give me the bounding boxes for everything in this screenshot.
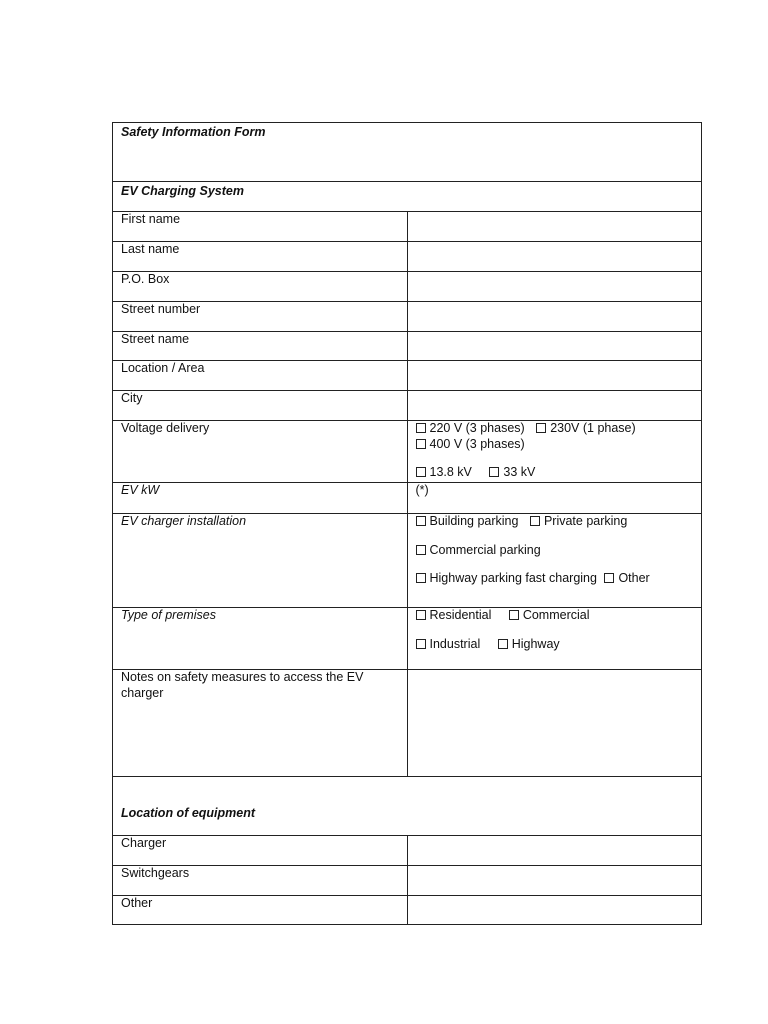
checkbox-icon [489, 467, 499, 477]
voltage-option-33kv[interactable]: 33 kV [489, 465, 535, 479]
voltage-delivery-label: Voltage delivery [113, 421, 408, 483]
ev-charger-installation-label: EV charger installation [113, 514, 408, 608]
safety-information-form [112, 122, 702, 925]
checkbox-icon [509, 610, 519, 620]
installation-option-other[interactable]: Other [604, 571, 649, 585]
ev-kw-field[interactable] [407, 483, 702, 514]
city-label: City [113, 391, 408, 421]
last-name-field[interactable] [407, 242, 702, 272]
po-box-label: P.O. Box [113, 272, 408, 302]
other-label: Other [113, 896, 408, 925]
section-header-location-of-equipment: Location of equipment [121, 806, 256, 821]
section-header-cell [113, 777, 702, 836]
section-header-ev-charging-system: EV Charging System [121, 184, 244, 198]
checkbox-icon [416, 639, 426, 649]
location-area-field[interactable] [407, 361, 702, 391]
street-name-field[interactable] [407, 332, 702, 361]
checkbox-icon [498, 639, 508, 649]
switchgears-label: Switchgears [113, 866, 408, 896]
ev-kw-label: EV kW [113, 483, 408, 514]
notes-label: Notes on safety measures to access the EV charger [113, 670, 408, 777]
po-box-field[interactable] [407, 272, 702, 302]
last-name-label: Last name [113, 242, 408, 272]
installation-option-building-parking[interactable]: Building parking [416, 514, 519, 528]
voltage-option-13-8kv[interactable]: 13.8 kV [416, 465, 472, 479]
premises-option-commercial[interactable]: Commercial [509, 608, 590, 622]
premises-option-highway[interactable]: Highway [498, 637, 560, 651]
checkbox-icon [416, 610, 426, 620]
checkbox-icon [416, 423, 426, 433]
installation-option-private-parking[interactable]: Private parking [530, 514, 627, 528]
charger-field[interactable] [407, 836, 702, 866]
installation-option-commercial-parking[interactable]: Commercial parking [416, 543, 541, 557]
installation-option-highway-parking[interactable]: Highway parking fast charging [416, 571, 597, 585]
ev-charger-installation-options [407, 514, 702, 608]
premises-option-industrial[interactable]: Industrial [416, 637, 481, 651]
first-name-field[interactable] [407, 212, 702, 242]
type-of-premises-options [407, 608, 702, 670]
checkbox-icon [530, 516, 540, 526]
section-header-cell [113, 182, 702, 212]
charger-label: Charger [113, 836, 408, 866]
checkbox-icon [416, 545, 426, 555]
form-title: Safety Information Form [121, 125, 266, 139]
other-field[interactable] [407, 896, 702, 925]
street-number-field[interactable] [407, 302, 702, 332]
first-name-label: First name [113, 212, 408, 242]
form-title-cell [113, 123, 702, 182]
checkbox-icon [604, 573, 614, 583]
voltage-option-400v[interactable]: 400 V (3 phases) [416, 437, 525, 451]
street-number-label: Street number [113, 302, 408, 332]
checkbox-icon [416, 467, 426, 477]
voltage-option-230v[interactable]: 230V (1 phase) [536, 421, 635, 435]
switchgears-field[interactable] [407, 866, 702, 896]
notes-field[interactable] [407, 670, 702, 777]
city-field[interactable] [407, 391, 702, 421]
checkbox-icon [416, 439, 426, 449]
location-area-label: Location / Area [113, 361, 408, 391]
voltage-option-220v[interactable]: 220 V (3 phases) [416, 421, 525, 435]
checkbox-icon [536, 423, 546, 433]
checkbox-icon [416, 573, 426, 583]
type-of-premises-label: Type of premises [113, 608, 408, 670]
premises-option-residential[interactable]: Residential [416, 608, 492, 622]
checkbox-icon [416, 516, 426, 526]
street-name-label: Street name [113, 332, 408, 361]
voltage-delivery-options [407, 421, 702, 483]
ev-kw-value: (*) [415, 483, 429, 497]
